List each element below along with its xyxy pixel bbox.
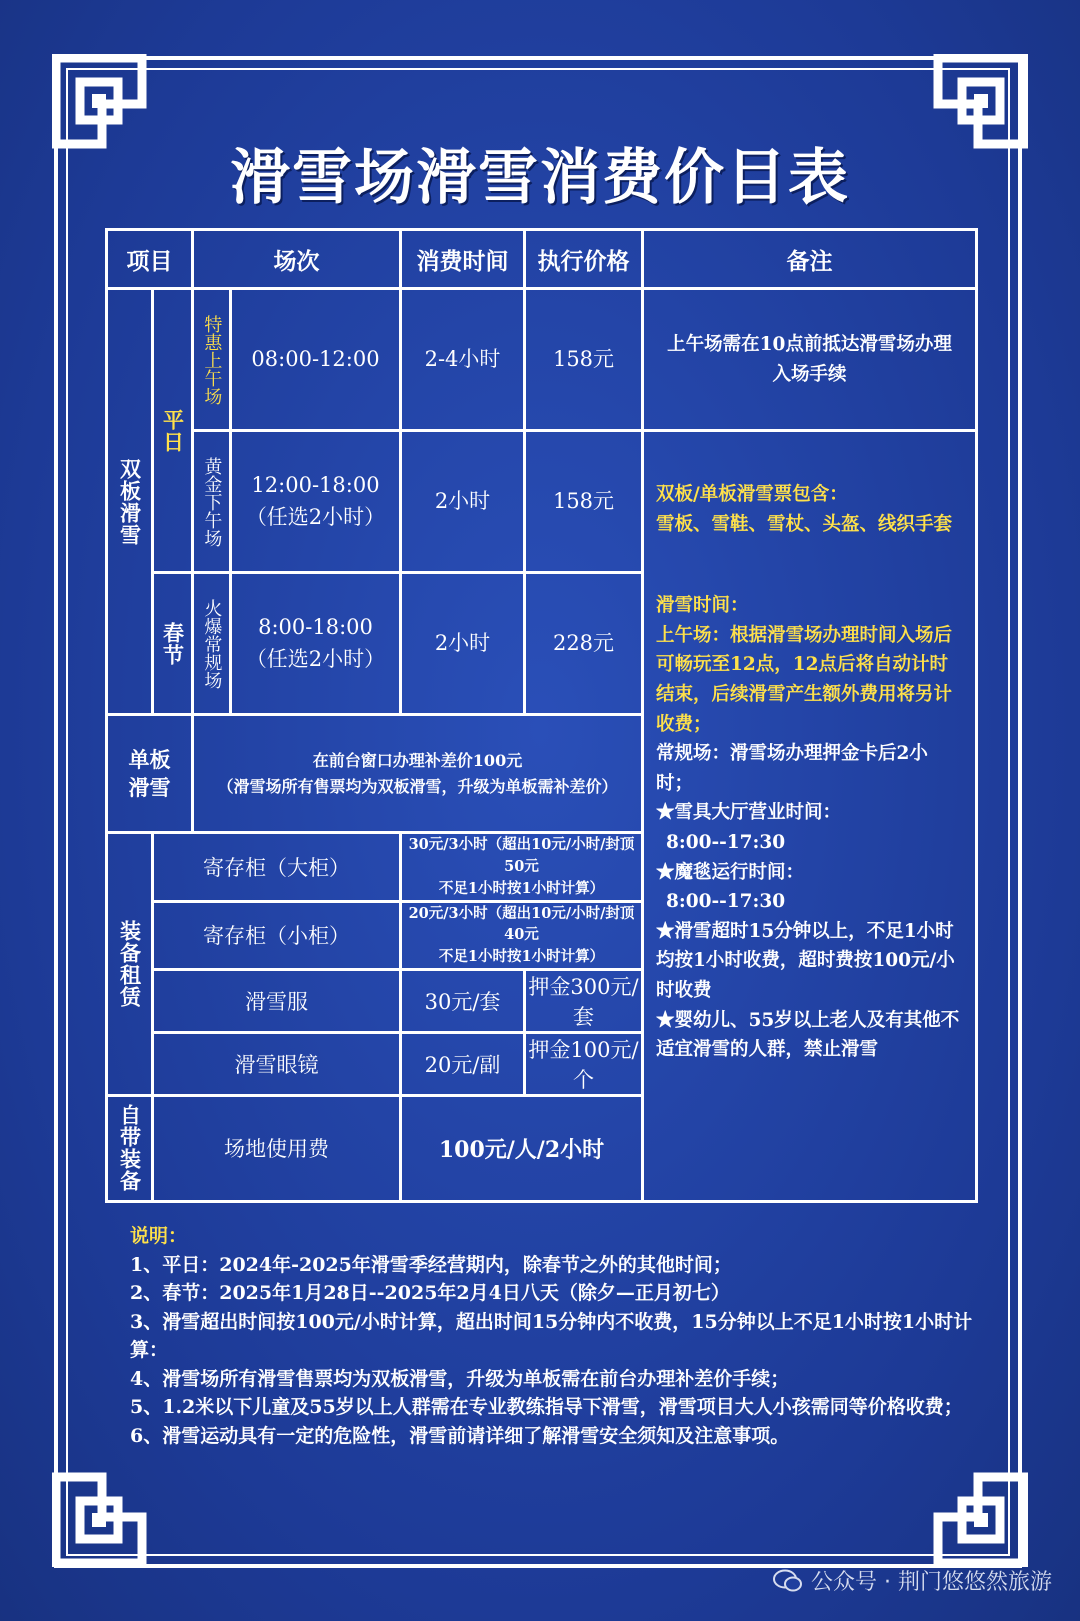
carpet-title: ★魔毯运行时间： [656,861,805,883]
time-cell: 08:00-12:00 [231,289,401,431]
session-cell [193,573,231,715]
notes-section [130,1222,990,1450]
locker-large-price [401,833,643,901]
own-item: 场地使用费 [153,1095,401,1201]
notes-title: 说明： [130,1225,188,1247]
locker-small-price [401,901,643,969]
hall-title: ★雪具大厅营业时间： [656,802,842,824]
price-table [105,228,978,1203]
note-item: 5、1.2米以下儿童及55岁以上人群需在专业教练指导下滑雪，滑雪项目大人小孩需同等价格收费； [130,1396,963,1418]
header-remarks: 备注 [643,230,977,289]
duration-cell: 2小时 [401,573,525,715]
wechat-icon [773,1569,803,1593]
hall-time: 8:00--17:30 [666,832,786,854]
corner-ornament-bottom-left [52,1439,180,1567]
spring-label-cell [153,573,193,715]
own-label: 自带装备 [117,1104,143,1193]
note-item: 6、滑雪运动具有一定的危险性，滑雪前请详细了解滑雪安全须知及注意事项。 [130,1424,790,1447]
rental-label: 装备租赁 [117,920,143,1009]
watermark [773,1565,1052,1596]
remark-morning-note: 上午场需在10点前抵达滑雪场办理入场手续 [643,289,977,431]
goggles-price: 20元/副 [401,1032,525,1095]
page-title: 滑雪场滑雪消费价目表 [230,143,850,213]
locker-large-price-line1: 30元/3小时（超出10元/小时/封顶50元 [408,836,635,876]
danban-line1: 在前台窗口办理补差价100元 [312,751,523,771]
time-note: （任选2小时） [245,646,386,671]
spring-label: 春节 [160,621,186,666]
shuangban-label-cell [107,289,153,715]
package-items: 雪板、雪鞋、雪杖、头盔、线织手套 [656,513,953,535]
danban-label: 单板滑雪 [107,715,193,833]
header-price: 执行价格 [525,230,643,289]
time-range: 8:00-18:00 [258,615,373,640]
session-label: 黄金下午场 [201,456,223,547]
suit-deposit: 押金300元/套 [525,969,643,1032]
danban-line2: （滑雪场所有售票均为双板滑雪，升级为单板需补差价） [217,776,618,796]
header-item: 项目 [107,230,193,289]
remarks-cell [643,431,977,1202]
corner-ornament-bottom-right [900,1439,1028,1567]
package-title: 双板/单板滑雪票包含： [656,484,848,506]
time-cell [231,431,401,573]
note-item: 4、滑雪场所有滑雪售票均为双板滑雪，升级为单板需在前台办理补差价手续； [130,1367,790,1390]
locker-small-label: 寄存柜（小柜） [153,901,401,969]
morning-remark-text: 上午场：根据滑雪场办理时间入场后可畅玩至12点，12点后将自动计时结束，后续滑雪产生额外费用将另计收费； [656,624,953,735]
carpet-time: 8:00--17:30 [666,891,786,913]
session-cell [193,431,231,573]
table-row [107,431,977,573]
overtime-remark: ★滑雪超时15分钟以上，不足1小时均按1小时收费，超时费按100元/小时收费 [656,920,955,1001]
regular-remark: 常规场：滑雪场办理押金卡后2小时； [656,743,928,794]
danban-cell [193,715,643,833]
price-cell: 158元 [525,431,643,573]
time-note: （任选2小时） [245,504,386,529]
goggles-label: 滑雪眼镜 [153,1032,401,1095]
note-item: 2、春节：2025年1月28日--2025年2月4日八天（除夕—正月初七） [130,1282,730,1304]
session-label: 火爆常规场 [201,598,223,689]
weekday-label-cell [153,289,193,573]
table-header-row [107,230,977,289]
own-label-cell [107,1095,153,1201]
morning-remark [656,621,963,739]
locker-small-price-line1: 20元/3小时（超出10元/小时/封顶40元 [408,904,635,944]
suit-price: 30元/套 [401,969,525,1032]
note-item: 1、平日：2024年-2025年滑雪季经营期内，除春节之外的其他时间； [130,1253,732,1276]
session-label: 特惠上午场 [201,314,223,405]
time-cell [231,573,401,715]
price-cell: 228元 [525,573,643,715]
time-title: 滑雪时间： [656,595,749,617]
note-item: 3、滑雪超出时间按100元/小时计算，超出时间15分钟内不收费，15分钟以上不足1小时按1小时计算： [130,1310,973,1361]
duration-cell: 2小时 [401,431,525,573]
own-price: 100元/人/2小时 [401,1095,643,1201]
table-row [107,289,977,431]
forbidden-remark: ★婴幼儿、55岁以上老人及有其他不适宜滑雪的人群，禁止滑雪 [656,1009,960,1061]
locker-small-price-line2: 不足1小时按1小时计算） [438,948,605,966]
suit-label: 滑雪服 [153,969,401,1032]
locker-large-label: 寄存柜（大柜） [153,833,401,901]
price-cell: 158元 [525,289,643,431]
rental-label-cell [107,833,153,1096]
time-range: 12:00-18:00 [251,473,380,498]
header-duration: 消费时间 [401,230,525,289]
duration-cell: 2-4小时 [401,289,525,431]
weekday-label: 平日 [160,408,186,453]
header-session: 场次 [193,230,401,289]
locker-large-price-line2: 不足1小时按1小时计算） [438,879,605,897]
shuangban-label: 双板滑雪 [117,457,143,546]
watermark-text: 公众号 · 荆门悠悠然旅游 [811,1570,1052,1595]
goggles-deposit: 押金100元/个 [525,1032,643,1095]
session-cell [193,289,231,431]
